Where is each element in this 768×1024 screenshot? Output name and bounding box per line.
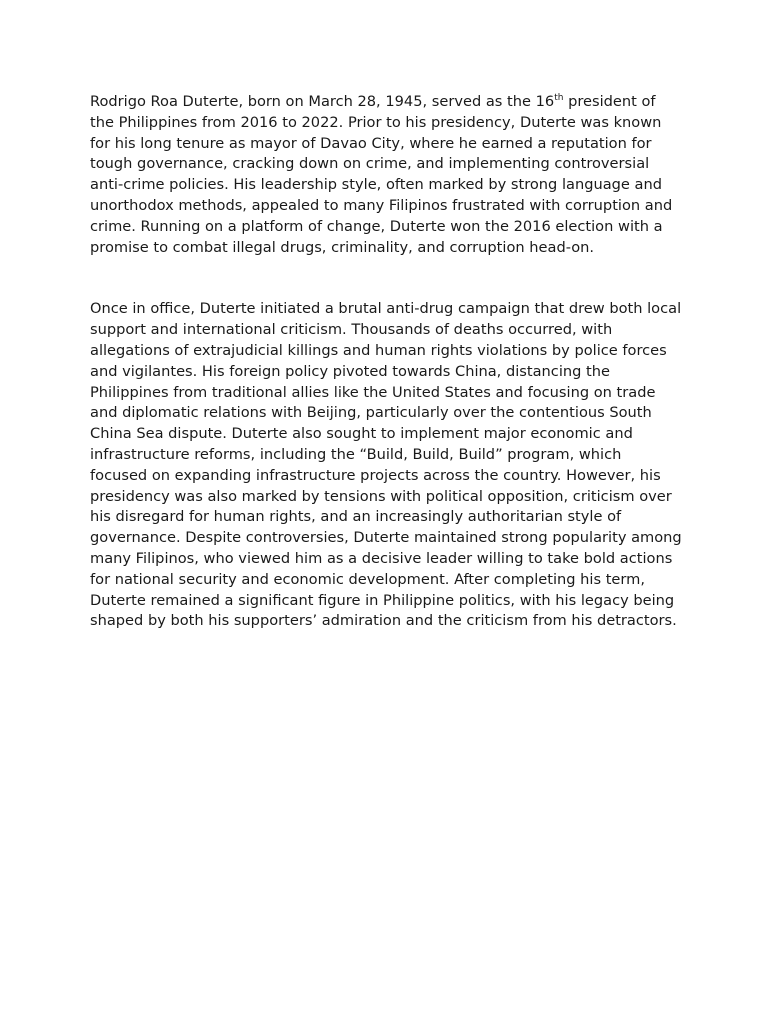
ordinal-superscript: th	[554, 93, 564, 103]
document-body	[90, 92, 682, 632]
paragraph-1	[90, 92, 682, 258]
paragraph-1-text-start: Rodrigo Roa Duterte, born on March 28, 1945, served as the 16	[90, 93, 555, 110]
paragraph-1-text-end: president of the Philippines from 2016 to 2022. Prior to his presidency, Duterte was known for his long tenure as mayor of Davao City, where he earned a reputation for tough governance, cracking down on crime, and implementing controversial anti-crime policies. His leadership style, often marked by strong language and unorthodox methods, appealed to many Filipinos frustrated with corruption and crime. Running on a platform of change, Duterte won the 2016 election with a promise to combat illegal drugs, criminality, and corruption head-on.	[90, 93, 673, 256]
paragraph-2: Once in office, Duterte initiated a brutal anti-drug campaign that drew both local support and international criticism. Thousands of deaths occurred, with allegations of extrajudicial killings and human rights violations by police forces and vigilantes. His foreign policy pivoted towards China, distancing the Philippines from traditional allies like the United States and focusing on trade and diplomatic relations with Beijing, particularly over the contentious South China Sea dispute. Duterte also sought to implement major economic and infrastructure reforms, including the “Build, Build, Build” program, which focused on expanding infrastructure projects across the country. However, his presidency was also marked by tensions with political opposition, criticism over his disregard for human rights, and an increasingly authoritarian style of governance. Despite controversies, Duterte maintained strong popularity among many Filipinos, who viewed him as a decisive leader willing to take bold actions for national security and economic development. After completing his term, Duterte remained a significant figure in Philippine politics, with his legacy being shaped by both his supporters’ admiration and the criticism from his detractors.	[90, 300, 682, 630]
